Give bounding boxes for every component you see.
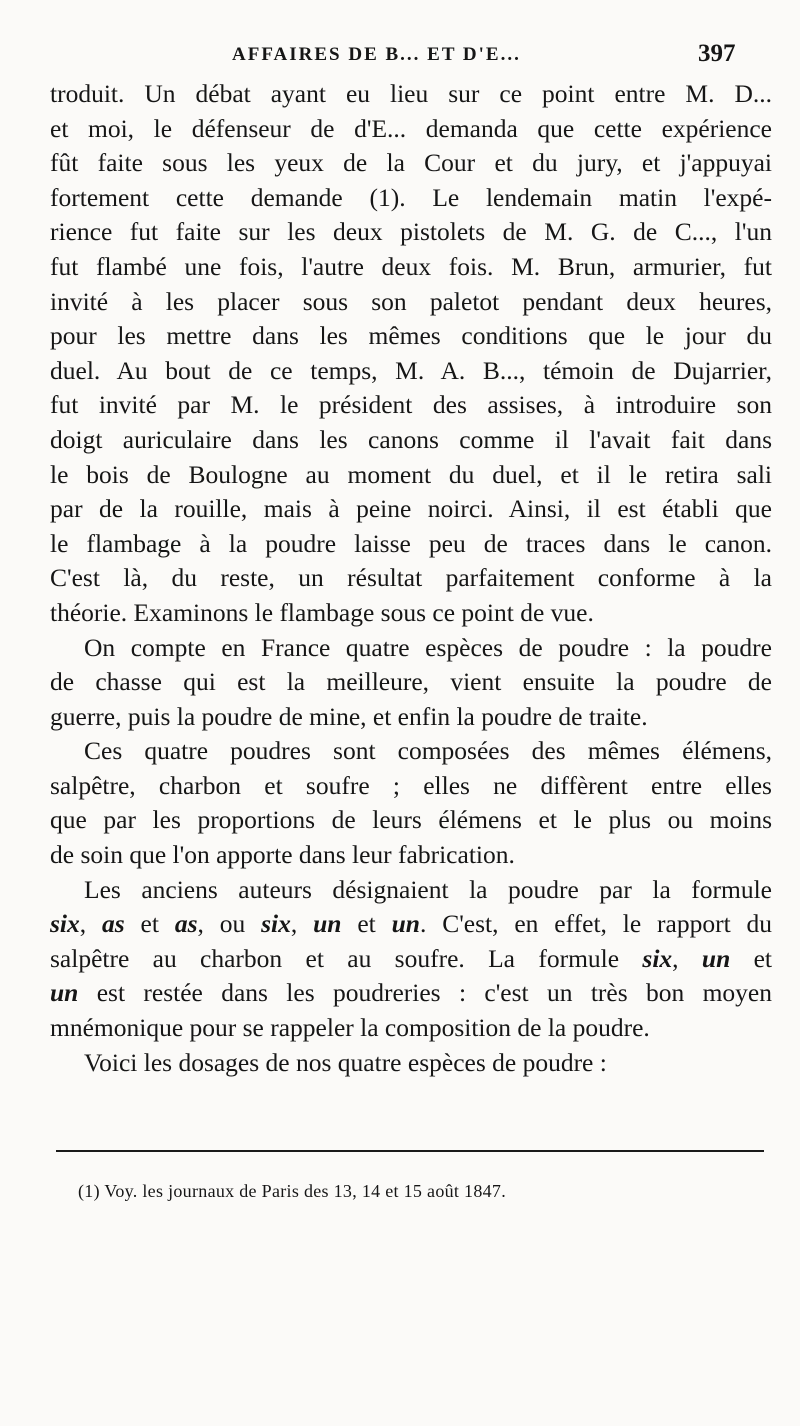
italic-word: as: [174, 909, 198, 939]
italic-word: six: [642, 943, 673, 973]
italic-word: as: [102, 909, 125, 939]
paragraph: [50, 631, 772, 735]
text-line: On compte en France quatre espèces de poudre : la poudre: [84, 632, 772, 662]
text-line: par de la rouille, mais à peine noirci. Ainsi, il est établi que: [50, 494, 772, 524]
body-text: [50, 77, 772, 1080]
text-line: fut invité par M. le président des assises, à introduire son: [50, 390, 772, 420]
text-line: fût faite sous les yeux de la Cour et du jury, et j'appuyai: [50, 148, 772, 178]
text-line: le bois de Boulogne au moment du duel, et il le retira sali: [50, 459, 772, 489]
text-line: Voici les dosages de nos quatre espèces de poudre :: [84, 1047, 607, 1077]
italic-word: un: [50, 978, 79, 1008]
italic-word: six: [50, 909, 80, 939]
text-line: invité à les placer sous son paletot pendant deux heures,: [50, 286, 772, 316]
text-line: duel. Au bout de ce temps, M. A. B..., témoin de Dujarrier,: [50, 355, 772, 385]
text-line: de chasse qui est la meilleure, vient ensuite la poudre de: [50, 667, 772, 697]
text-line: théorie. Examinons le flambage sous ce point de vue.: [50, 597, 594, 627]
running-head: [0, 42, 800, 76]
text-line: salpêtre, charbon et soufre ; elles ne diffèrent entre elles: [50, 770, 772, 800]
paragraph: [50, 1046, 772, 1081]
running-title: AFFAIRES DE B... ET D'E...: [232, 44, 521, 65]
italic-word: six: [261, 909, 291, 939]
text-line: fortement cette demande (1). Le lendemain matin l'expé-: [50, 182, 772, 212]
text-line: Ces quatre poudres sont composées des mêmes élémens,: [84, 736, 772, 766]
italic-word: un: [313, 909, 342, 939]
page-number: 397: [698, 40, 736, 67]
paragraph: [50, 734, 772, 872]
text-line: fut flambé une fois, l'autre deux fois. M. Brun, armurier, fut: [50, 251, 772, 281]
footnote-separator-rule: [56, 1150, 764, 1152]
text-line: rience fut faite sur les deux pistolets de M. G. de C..., l'un: [50, 217, 772, 247]
text-line: six, as et as, ou six, un et un. C'est, en effet, le rapport du: [50, 909, 773, 939]
text-line: doigt auriculaire dans les canons comme il l'avait fait dans: [50, 424, 772, 454]
text-line: et moi, le défenseur de d'E... demanda que cette expérience: [50, 113, 772, 143]
text-line: troduit. Un débat ayant eu lieu sur ce point entre M. D...: [50, 79, 772, 108]
text-line: Les anciens auteurs désignaient la poudre par la formule: [84, 874, 772, 904]
text-line: salpêtre au charbon et au soufre. La formule six, un et: [50, 943, 773, 973]
italic-word: un: [701, 943, 731, 973]
paragraph: [50, 77, 772, 631]
text-line: que par les proportions de leurs élémens et le plus ou moins: [50, 805, 772, 835]
footnote: (1) Voy. les journaux de Paris des 13, 14 et 15 août 1847.: [78, 1181, 507, 1201]
text-line: le flambage à la poudre laisse peu de traces dans le canon.: [50, 528, 772, 558]
text-line: un est restée dans les poudreries : c'est un très bon moyen: [50, 978, 772, 1008]
text-line: mnémonique pour se rappeler la composition de la poudre.: [50, 1013, 650, 1043]
text-line: guerre, puis la poudre de mine, et enfin la poudre de traite.: [50, 701, 648, 731]
text-line: C'est là, du reste, un résultat parfaitement conforme à la: [50, 563, 772, 593]
text-line: pour les mettre dans les mêmes conditions que le jour du: [50, 321, 772, 351]
text-line: de soin que l'on apporte dans leur fabrication.: [50, 840, 515, 870]
paragraph: [50, 873, 772, 1046]
italic-word: un: [391, 909, 420, 939]
